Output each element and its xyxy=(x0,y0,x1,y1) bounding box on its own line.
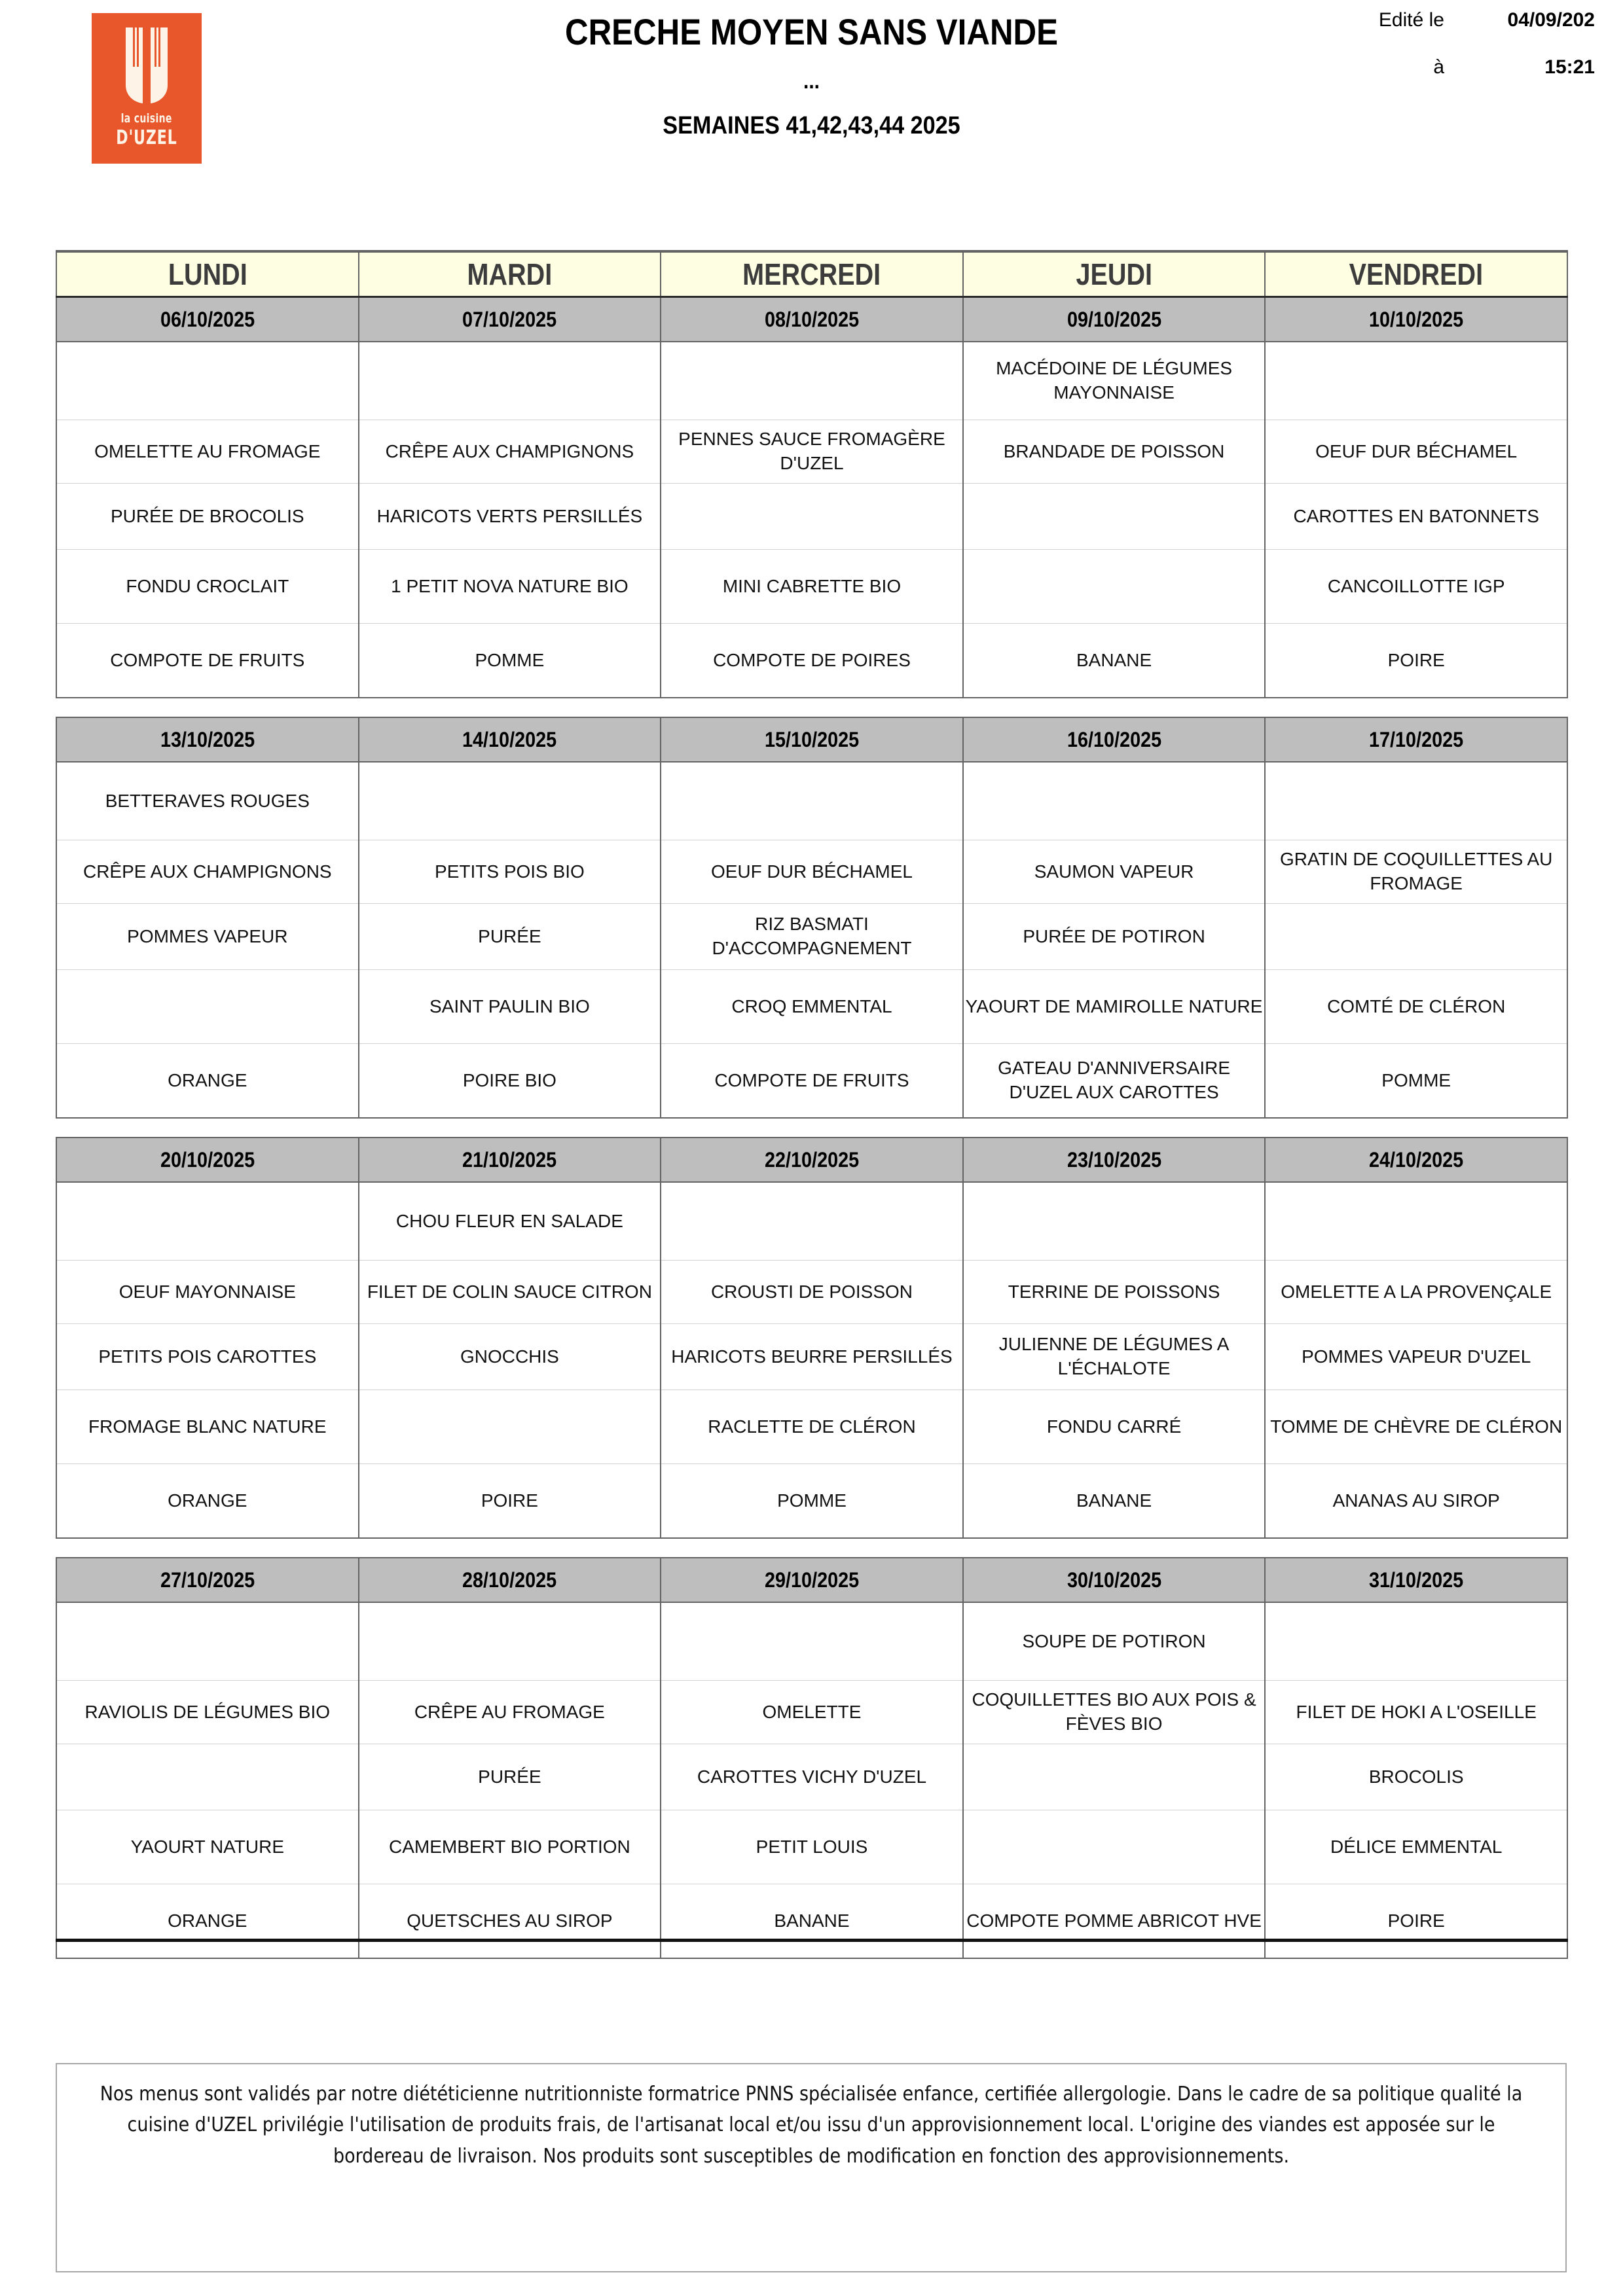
date-cell xyxy=(1265,717,1567,762)
date-label: 20/10/2025 xyxy=(160,1147,255,1172)
day-header-row xyxy=(56,251,1567,297)
week-separator-cell xyxy=(963,1538,1266,1558)
menu-item-cell xyxy=(661,342,963,420)
menu-item-cell xyxy=(661,1390,963,1464)
menu-item-label: PURÉE DE BROCOLIS xyxy=(110,505,304,526)
menu-item-label: FROMAGE BLANC NATURE xyxy=(88,1416,327,1437)
menu-item-cell xyxy=(963,1182,1266,1261)
menu-item-label: COMPOTE DE POIRES xyxy=(713,649,911,670)
menu-item-cell xyxy=(661,1464,963,1539)
menu-row xyxy=(56,1602,1567,1681)
menu-item-label: COMTÉ DE CLÉRON xyxy=(1327,996,1506,1016)
menu-item-label: ORANGE xyxy=(168,1069,247,1090)
menu-item-label: OEUF DUR BÉCHAMEL xyxy=(1315,440,1518,461)
menu-item-label: RAVIOLIS DE LÉGUMES BIO xyxy=(84,1701,331,1722)
menu-item-label: OMELETTE A LA PROVENÇALE xyxy=(1281,1281,1552,1302)
menu-item-cell xyxy=(661,1810,963,1884)
menu-item-cell xyxy=(661,1261,963,1324)
menu-item-cell xyxy=(661,970,963,1044)
week-separator-cell xyxy=(661,698,963,717)
week-date-row xyxy=(56,1138,1567,1182)
menu-row xyxy=(56,840,1567,904)
menu-item-label: COMPOTE POMME ABRICOT HVE xyxy=(966,1910,1262,1931)
menu-item-cell xyxy=(661,840,963,904)
week-separator-cell xyxy=(963,698,1266,717)
menu-item-cell xyxy=(1265,840,1567,904)
week-separator-cell xyxy=(359,1118,661,1138)
menu-item-label: YAOURT NATURE xyxy=(130,1836,284,1857)
date-cell xyxy=(56,717,359,762)
menu-item-label: CAMEMBERT BIO PORTION xyxy=(389,1836,630,1857)
menu-item-cell xyxy=(56,1182,359,1261)
menu-item-cell xyxy=(963,1602,1266,1681)
week-separator-cell xyxy=(56,1118,359,1138)
week-separator xyxy=(56,1538,1567,1558)
date-label: 31/10/2025 xyxy=(1369,1568,1464,1592)
menu-item-cell xyxy=(963,1261,1266,1324)
menu-item-cell xyxy=(661,550,963,624)
menu-item-label: 1 PETIT NOVA NATURE BIO xyxy=(391,575,629,596)
menu-item-cell xyxy=(56,1744,359,1810)
menu-item-cell xyxy=(56,484,359,550)
menu-item-cell xyxy=(1265,484,1567,550)
menu-row xyxy=(56,1324,1567,1390)
menu-item-cell xyxy=(963,484,1266,550)
menu-item-cell xyxy=(661,904,963,970)
menu-item-cell xyxy=(359,1810,661,1884)
menu-item-cell xyxy=(963,1324,1266,1390)
menu-item-cell xyxy=(963,1464,1266,1539)
menu-row xyxy=(56,1884,1567,1959)
menu-item-label: SOUPE DE POTIRON xyxy=(1022,1630,1206,1651)
day-header-lundi: LUNDI xyxy=(56,251,359,297)
menu-item-cell xyxy=(1265,1602,1567,1681)
week-separator-cell xyxy=(1265,1538,1567,1558)
menu-item-cell xyxy=(661,762,963,840)
menu-item-label: RIZ BASMATI D'ACCOMPAGNEMENT xyxy=(712,914,912,958)
menu-item-cell xyxy=(359,970,661,1044)
page-title: CRECHE MOYEN SANS VIANDE xyxy=(564,11,1058,52)
menu-item-label: PETIT LOUIS xyxy=(756,1836,868,1857)
week-date-row xyxy=(56,1558,1567,1602)
menu-item-cell xyxy=(359,1182,661,1261)
menu-item-label: MINI CABRETTE BIO xyxy=(722,575,902,596)
menu-item-cell xyxy=(1265,1681,1567,1744)
menu-item-cell xyxy=(963,1681,1266,1744)
menu-item-label: SAUMON VAPEUR xyxy=(1034,861,1194,882)
week-date-row xyxy=(56,717,1567,762)
menu-item-label: ANANAS AU SIROP xyxy=(1332,1490,1500,1511)
menu-item-label: BANANE xyxy=(1076,1490,1152,1511)
menu-item-label: JULIENNE DE LÉGUMES A L'ÉCHALOTE xyxy=(998,1334,1230,1378)
menu-item-label: POIRE xyxy=(1387,649,1445,670)
week-separator-cell xyxy=(359,1538,661,1558)
menu-row xyxy=(56,904,1567,970)
menu-item-label: PURÉE xyxy=(478,925,541,946)
date-label: 09/10/2025 xyxy=(1067,307,1161,331)
menu-item-label: CAROTTES VICHY D'UZEL xyxy=(697,1766,927,1787)
menu-item-label: FONDU CARRÉ xyxy=(1046,1416,1182,1437)
menu-item-cell xyxy=(1265,1044,1567,1119)
time-value: 15:21 xyxy=(1544,56,1595,78)
date-cell xyxy=(56,1138,359,1182)
menu-item-cell xyxy=(661,420,963,484)
menu-item-cell xyxy=(661,1324,963,1390)
menu-item-cell xyxy=(56,1602,359,1681)
date-label: 07/10/2025 xyxy=(462,307,557,331)
menu-item-cell xyxy=(1265,1261,1567,1324)
menu-item-label: CANCOILLOTTE IGP xyxy=(1327,575,1505,596)
menu-item-cell xyxy=(1265,762,1567,840)
menu-item-cell xyxy=(359,1884,661,1959)
menu-item-cell xyxy=(963,550,1266,624)
menu-item-cell xyxy=(1265,624,1567,698)
menu-item-label: GNOCCHIS xyxy=(460,1346,559,1367)
menu-item-cell xyxy=(661,1044,963,1119)
menu-item-cell xyxy=(963,970,1266,1044)
menu-item-cell xyxy=(1265,1810,1567,1884)
date-cell xyxy=(661,717,963,762)
menu-row xyxy=(56,1261,1567,1324)
menu-item-cell xyxy=(359,1390,661,1464)
menu-item-cell xyxy=(963,1044,1266,1119)
menu-item-cell xyxy=(56,1884,359,1959)
date-cell xyxy=(359,1138,661,1182)
menu-item-cell xyxy=(56,904,359,970)
menu-item-label: POIRE BIO xyxy=(462,1069,556,1090)
menu-item-label: BETTERAVES ROUGES xyxy=(105,790,310,811)
menu-item-cell xyxy=(1265,1884,1567,1959)
menu-item-cell xyxy=(963,342,1266,420)
menu-item-cell xyxy=(963,904,1266,970)
date-label: 06/10/2025 xyxy=(160,307,255,331)
date-cell xyxy=(1265,1138,1567,1182)
date-label: 16/10/2025 xyxy=(1067,727,1161,751)
menu-item-cell xyxy=(56,970,359,1044)
menu-item-cell xyxy=(661,484,963,550)
date-cell xyxy=(661,1558,963,1602)
week-separator xyxy=(56,698,1567,717)
date-label: 28/10/2025 xyxy=(462,1568,557,1592)
menu-table xyxy=(56,250,1568,1959)
menu-item-cell xyxy=(56,624,359,698)
menu-item-label: POMME xyxy=(777,1490,847,1511)
week-separator-cell xyxy=(661,1118,963,1138)
menu-item-label: BRANDADE DE POISSON xyxy=(1003,440,1225,461)
menu-row xyxy=(56,420,1567,484)
menu-item-cell xyxy=(56,1044,359,1119)
menu-item-label: ORANGE xyxy=(168,1910,247,1931)
menu-item-label: POIRE xyxy=(1387,1910,1445,1931)
menu-item-cell xyxy=(359,1261,661,1324)
menu-item-label: FONDU CROCLAIT xyxy=(126,575,289,596)
menu-item-cell xyxy=(963,1810,1266,1884)
menu-item-label: OMELETTE AU FROMAGE xyxy=(94,440,321,461)
menu-item-label: GRATIN DE COQUILLETTES AU FROMAGE xyxy=(1279,849,1553,893)
menu-item-cell xyxy=(661,624,963,698)
week-separator-cell xyxy=(963,1118,1266,1138)
menu-item-label: CHOU FLEUR EN SALADE xyxy=(395,1210,623,1231)
menu-item-cell xyxy=(359,762,661,840)
menu-item-cell xyxy=(359,420,661,484)
menu-item-label: PETITS POIS BIO xyxy=(435,861,585,882)
menu-item-cell xyxy=(359,840,661,904)
menu-item-label: TOMME DE CHÈVRE DE CLÉRON xyxy=(1270,1416,1563,1437)
date-cell xyxy=(359,297,661,342)
menu-item-label: CRÊPE AUX CHAMPIGNONS xyxy=(385,440,634,461)
date-label: 27/10/2025 xyxy=(160,1568,255,1592)
menu-item-cell xyxy=(359,1744,661,1810)
menu-item-cell xyxy=(359,624,661,698)
logo-line-1: la cuisine xyxy=(120,111,173,126)
date-label: 24/10/2025 xyxy=(1369,1147,1464,1172)
menu-item-label: POMME xyxy=(475,649,545,670)
edition-time-row xyxy=(1297,58,1605,77)
menu-item-label: HARICOTS VERTS PERSILLÉS xyxy=(376,505,643,526)
menu-row xyxy=(56,762,1567,840)
day-header-mercredi: MERCREDI xyxy=(661,251,963,297)
date-cell xyxy=(661,1138,963,1182)
time-label: à xyxy=(1433,56,1444,78)
menu-row xyxy=(56,1681,1567,1744)
menu-item-label: BANANE xyxy=(1076,649,1152,670)
menu-item-cell xyxy=(359,1324,661,1390)
menu-item-cell xyxy=(359,1464,661,1539)
menu-item-cell xyxy=(56,1681,359,1744)
menu-item-label: COQUILLETTES BIO AUX POIS & FÈVES BIO xyxy=(972,1689,1256,1734)
date-label: 21/10/2025 xyxy=(462,1147,557,1172)
menu-item-label: OMELETTE xyxy=(762,1701,862,1722)
date-cell xyxy=(359,717,661,762)
menu-item-label: TERRINE DE POISSONS xyxy=(1008,1281,1220,1302)
menu-row xyxy=(56,1044,1567,1119)
menu-item-cell xyxy=(963,420,1266,484)
date-cell xyxy=(1265,297,1567,342)
date-label: 15/10/2025 xyxy=(764,727,860,751)
day-header-jeudi: JEUDI xyxy=(963,251,1266,297)
menu-row xyxy=(56,1182,1567,1261)
menu-item-cell xyxy=(963,1744,1266,1810)
menu-item-label: HARICOTS BEURRE PERSILLÉS xyxy=(671,1346,953,1367)
date-label: 17/10/2025 xyxy=(1369,727,1464,751)
menu-item-cell xyxy=(359,550,661,624)
week-separator-cell xyxy=(56,698,359,717)
menu-item-cell xyxy=(56,840,359,904)
menu-item-cell xyxy=(661,1681,963,1744)
menu-row xyxy=(56,1464,1567,1539)
menu-item-label: COMPOTE DE FRUITS xyxy=(714,1069,909,1090)
menu-item-label: QUETSCHES AU SIROP xyxy=(407,1910,613,1931)
menu-row xyxy=(56,1744,1567,1810)
menu-item-label: PURÉE DE POTIRON xyxy=(1023,925,1205,946)
menu-item-label: SAINT PAULIN BIO xyxy=(429,996,590,1016)
edited-label: Edité le xyxy=(1378,9,1444,31)
menu-item-label: PETITS POIS CAROTTES xyxy=(98,1346,317,1367)
menu-item-cell xyxy=(1265,420,1567,484)
menu-item-cell xyxy=(1265,1324,1567,1390)
menu-item-cell xyxy=(1265,1390,1567,1464)
logo-line-2: D'UZEL xyxy=(116,126,177,149)
menu-item-cell xyxy=(963,840,1266,904)
menu-item-cell xyxy=(56,762,359,840)
menu-item-label: CROUSTI DE POISSON xyxy=(710,1281,913,1302)
menu-item-cell xyxy=(1265,342,1567,420)
edited-date: 04/09/202 xyxy=(1507,9,1595,31)
menu-item-cell xyxy=(963,762,1266,840)
date-cell xyxy=(963,297,1266,342)
menu-item-label: DÉLICE EMMENTAL xyxy=(1330,1836,1503,1857)
date-cell xyxy=(963,1138,1266,1182)
footer-note-text: Nos menus sont validés par notre diététicienne nutritionniste formatrice PNNS spécialisée enfance, certifiée allergologie. Dans le cadre de sa politique qualité la cuisine d'UZEL privilégie l'utilisation de produits frais, de l'artisanat local et/ou issu d'un approvisionnement local. L'origine des viandes est apposée sur le bordereau de livraison. Nos produits sont susceptibles de modification en fonction des approvisionnements. xyxy=(100,2083,1523,2168)
menu-item-cell xyxy=(56,1324,359,1390)
menu-item-label: POMMES VAPEUR D'UZEL xyxy=(1302,1346,1531,1367)
menu-item-cell xyxy=(359,342,661,420)
menu-item-label: OEUF MAYONNAISE xyxy=(119,1281,296,1302)
menu-item-cell xyxy=(359,904,661,970)
menu-item-cell xyxy=(1265,1464,1567,1539)
menu-item-cell xyxy=(1265,550,1567,624)
week-date-row xyxy=(56,297,1567,342)
week-separator xyxy=(56,1118,1567,1138)
menu-item-label: BROCOLIS xyxy=(1368,1766,1464,1787)
menu-item-label: CROQ EMMENTAL xyxy=(731,996,892,1016)
date-label: 30/10/2025 xyxy=(1067,1568,1161,1592)
footer-note-box xyxy=(56,2063,1567,2272)
menu-item-label: YAOURT DE MAMIROLLE NATURE xyxy=(965,996,1263,1016)
day-header-mardi: MARDI xyxy=(359,251,661,297)
date-cell xyxy=(661,297,963,342)
menu-item-cell xyxy=(963,1390,1266,1464)
menu-item-cell xyxy=(1265,1182,1567,1261)
date-cell xyxy=(56,297,359,342)
menu-item-cell xyxy=(661,1744,963,1810)
menu-item-cell xyxy=(661,1182,963,1261)
menu-item-cell xyxy=(1265,970,1567,1044)
edition-date-row xyxy=(1297,10,1605,30)
page-header xyxy=(0,0,1623,249)
menu-item-cell xyxy=(661,1884,963,1959)
menu-item-cell xyxy=(56,1464,359,1539)
weeks-label: SEMAINES 41,42,43,44 2025 xyxy=(663,111,960,139)
date-label: 29/10/2025 xyxy=(764,1568,860,1592)
menu-item-cell xyxy=(1265,904,1567,970)
date-label: 13/10/2025 xyxy=(160,727,255,751)
date-cell xyxy=(359,1558,661,1602)
menu-item-cell xyxy=(56,550,359,624)
page-subtitle: ... xyxy=(803,68,820,94)
menu-item-label: OEUF DUR BÉCHAMEL xyxy=(710,861,913,882)
menu-item-label: CRÊPE AUX CHAMPIGNONS xyxy=(82,861,332,882)
menu-item-cell xyxy=(56,342,359,420)
menu-row xyxy=(56,342,1567,420)
menu-item-cell xyxy=(56,1261,359,1324)
menu-item-label: BANANE xyxy=(774,1910,850,1931)
menu-item-cell xyxy=(359,1602,661,1681)
week-separator-cell xyxy=(1265,698,1567,717)
menu-row xyxy=(56,550,1567,624)
menu-item-label: ORANGE xyxy=(168,1490,247,1511)
menu-row xyxy=(56,970,1567,1044)
menu-item-cell xyxy=(359,1044,661,1119)
menu-item-label: PURÉE xyxy=(478,1766,541,1787)
edition-info xyxy=(1297,10,1605,105)
menu-row xyxy=(56,484,1567,550)
bottom-divider xyxy=(56,1939,1568,1942)
menu-row xyxy=(56,1390,1567,1464)
week-separator-cell xyxy=(661,1538,963,1558)
date-cell xyxy=(963,1558,1266,1602)
menu-item-label: FILET DE COLIN SAUCE CITRON xyxy=(367,1281,652,1302)
date-label: 22/10/2025 xyxy=(764,1147,860,1172)
date-label: 14/10/2025 xyxy=(462,727,557,751)
menu-row xyxy=(56,1810,1567,1884)
menu-item-label: GATEAU D'ANNIVERSAIRE D'UZEL AUX CAROTTES xyxy=(998,1058,1231,1102)
menu-item-cell xyxy=(56,420,359,484)
menu-item-label: COMPOTE DE FRUITS xyxy=(110,649,305,670)
menu-item-cell xyxy=(661,1602,963,1681)
menu-item-cell xyxy=(359,484,661,550)
menu-item-label: CRÊPE AU FROMAGE xyxy=(414,1701,605,1722)
date-label: 23/10/2025 xyxy=(1067,1147,1161,1172)
menu-item-cell xyxy=(359,1681,661,1744)
menu-item-cell xyxy=(56,1810,359,1884)
menu-item-cell xyxy=(56,1390,359,1464)
menu-item-cell xyxy=(963,1884,1266,1959)
week-separator-cell xyxy=(359,698,661,717)
menu-item-label: FILET DE HOKI A L'OSEILLE xyxy=(1296,1701,1537,1722)
menu-item-label: POMMES VAPEUR xyxy=(127,925,288,946)
menu-item-label: MACÉDOINE DE LÉGUMES MAYONNAISE xyxy=(996,358,1233,403)
day-header-vendredi: VENDREDI xyxy=(1265,251,1567,297)
menu-row xyxy=(56,624,1567,698)
menu-item-label: POMME xyxy=(1381,1069,1451,1090)
date-label: 10/10/2025 xyxy=(1369,307,1464,331)
menu-item-label: POIRE xyxy=(481,1490,538,1511)
menu-item-label: CAROTTES EN BATONNETS xyxy=(1293,505,1539,526)
menu-item-cell xyxy=(1265,1744,1567,1810)
date-cell xyxy=(963,717,1266,762)
menu-item-label: PENNES SAUCE FROMAGÈRE D'UZEL xyxy=(678,429,945,473)
week-separator-cell xyxy=(1265,1118,1567,1138)
date-cell xyxy=(1265,1558,1567,1602)
week-separator-cell xyxy=(56,1538,359,1558)
date-cell xyxy=(56,1558,359,1602)
menu-item-cell xyxy=(963,624,1266,698)
date-label: 08/10/2025 xyxy=(764,307,860,331)
menu-item-label: RACLETTE DE CLÉRON xyxy=(708,1416,916,1437)
